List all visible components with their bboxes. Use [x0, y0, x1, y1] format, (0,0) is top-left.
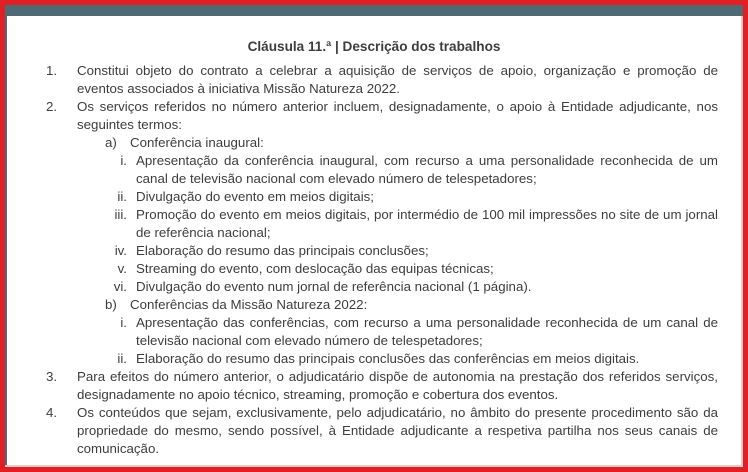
roman-item-a-vi [77, 278, 718, 296]
bottom-cell-border [5, 465, 743, 467]
list-item-2 [46, 98, 718, 368]
sub-item-b [77, 296, 718, 314]
roman-marker: i. [120, 153, 127, 168]
item-number: 3. [46, 369, 58, 384]
roman-text: Apresentação das conferências, com recurso a uma personalidade reconhecida de um canal de televisão nacional com elevado número de telespetadores; [136, 315, 718, 348]
roman-item-b-ii [77, 350, 718, 368]
sub-item-a [77, 134, 718, 152]
roman-item-a-v [77, 260, 718, 278]
clause-content [7, 16, 741, 465]
item-text: Para efeitos do número anterior, o adjudicatário dispõe de autonomia na prestação dos referidos serviços, designadamente no apoio técnico, streaming, promoção e cobertura dos eventos. [77, 369, 718, 402]
item-text: Constitui objeto do contrato a celebrar a aquisição de serviços de apoio, organização e promoção de eventos associados à iniciativa Missão Natureza 2022. [77, 63, 718, 96]
roman-text: Divulgação do evento num jornal de referência nacional (1 página). [136, 279, 532, 294]
list-item-1 [46, 62, 718, 98]
list-item-4 [46, 404, 718, 458]
item-text: Os serviços referidos no número anterior incluem, designadamente, o apoio à Entidade adjudicante, nos seguintes termos: [77, 99, 718, 132]
roman-marker: ii. [117, 189, 127, 204]
roman-marker: i. [120, 315, 127, 330]
roman-text: Elaboração do resumo das principais conclusões; [136, 243, 429, 258]
sub-item-marker: a) [105, 135, 117, 150]
item-text: Os conteúdos que sejam, exclusivamente, pelo adjudicatário, no âmbito do presente procedimento são da propriedade do mesmo, sendo possível, à Entidade adjudicante a respetiva partilha nos seus canais de comunicação. [77, 405, 718, 456]
roman-item-b-i [77, 314, 718, 350]
right-cell-border [741, 16, 743, 465]
roman-marker: vi. [113, 279, 127, 294]
roman-text: Elaboração do resumo das principais conclusões das conferências em meios digitais. [136, 351, 640, 366]
item-number: 4. [46, 405, 58, 420]
sub-item-text: Conferência inaugural: [130, 135, 264, 150]
table-header-bar [5, 5, 743, 16]
roman-text: Promoção do evento em meios digitais, por intermédio de 100 mil impressões no site de um jornal de referência nacional; [136, 207, 718, 240]
roman-marker: iii. [114, 207, 127, 222]
item-number: 1. [46, 63, 58, 78]
sub-item-text: Conferências da Missão Natureza 2022: [130, 297, 368, 312]
roman-item-a-ii [77, 188, 718, 206]
roman-item-a-iii [77, 206, 718, 242]
clause-title: Cláusula 11.ª | Descrição dos trabalhos [247, 39, 501, 54]
roman-marker: iv. [114, 243, 127, 258]
item-number: 2. [46, 99, 58, 114]
roman-item-a-i [77, 152, 718, 188]
sub-item-marker: b) [105, 297, 117, 312]
roman-marker: v. [117, 261, 127, 276]
list-item-3 [46, 368, 718, 404]
roman-item-a-iv [77, 242, 718, 260]
roman-text: Streaming do evento, com deslocação das equipas técnicas; [136, 261, 494, 276]
roman-text: Divulgação do evento em meios digitais; [136, 189, 374, 204]
item-body [77, 98, 718, 368]
roman-text: Apresentação da conferência inaugural, com recurso a uma personalidade reconhecida de um canal de televisão nacional com elevado número de telespetadores; [136, 153, 718, 186]
roman-marker: ii. [117, 351, 127, 366]
